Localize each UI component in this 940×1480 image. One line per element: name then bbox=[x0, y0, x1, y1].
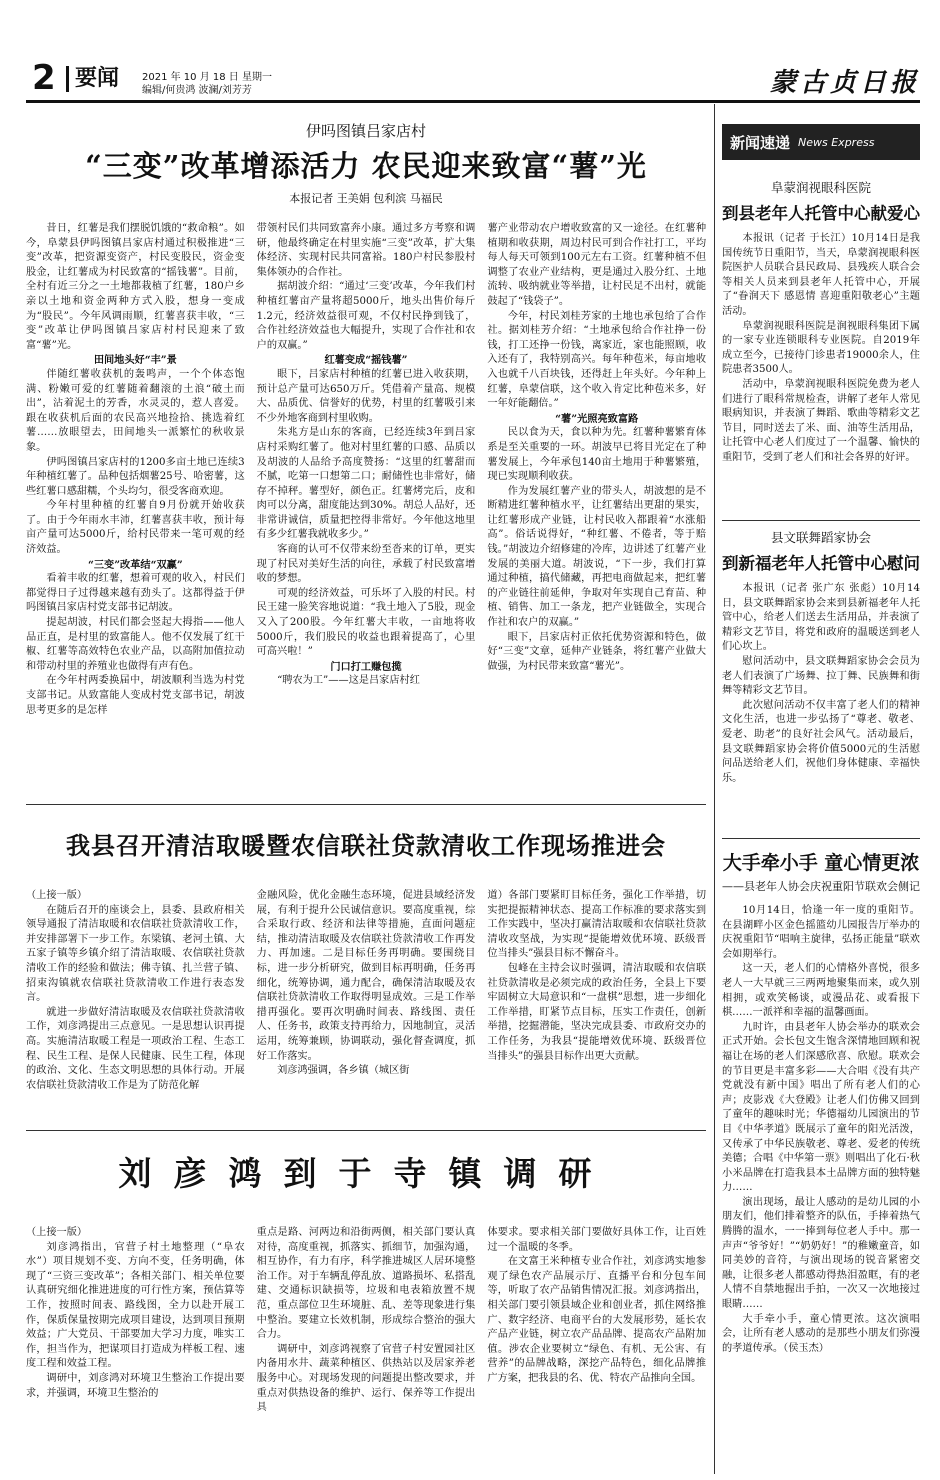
section-name: 要闻 bbox=[66, 66, 119, 92]
article1-byline: 本报记者 王美娟 包利滨 马福民 bbox=[289, 192, 443, 205]
divider bbox=[26, 1130, 706, 1131]
paragraph: 本报讯（记者 于长江）10月14日是我国传统节日重阳节，当天，阜蒙润视眼科医院医护人员联合县民政局、县残疾人联合会等相关人员来到县老年人托管中心，开展了“眷润天下 感恩情 喜迎重阳敬老心”主题活动。 bbox=[722, 233, 920, 317]
article2-col3 bbox=[487, 889, 706, 1184]
news2-body bbox=[722, 582, 920, 832]
article1-body bbox=[26, 222, 706, 882]
paragraph: 九时许，由县老年人协会举办的联欢会正式开始。会长包文生饱含深情地回顾和祝福让在场的老人们深感欣喜、欣慰。联欢会的节目更是丰富多彩——大合唱《没有共产党就没有新中国》唱出了所有老人们的心声；皮影戏《大登殿》让老人们仿佛又回到了童年的趣味时光；华德福幼儿园演出的节目《中华孝道》既展示了童年的阳光活泼，又传承了中华民族敬老、尊老、爱老的传统美德；合唱《中华第一票》则唱出了化石·秋小米品牌在打造我县本土品牌方面的独特魅力…… bbox=[722, 1021, 920, 1194]
article2-col2 bbox=[257, 889, 476, 1184]
paragraph: 朱兆方是山东的客商，已经连续3年到吕家店村采购红薯了。他对村里红薯的口感、品质以及胡波的人品给予高度赞扬：“这里的红薯甜而不腻，吃第一口想第二口；耐储性也非常好，储存不掉秤。薯型好，颜色正。红薯烤完后，皮和肉可以分离，甜度能达到30%。胡总人品好，还非常讲诚信，质量把控得非常好。今年他这地里有多少红薯我就收多少。” bbox=[256, 427, 476, 541]
paragraph: 今年，村民刘桂芳家的土地也承包给了合作社。据刘桂芳介绍：“土地承包给合作社挣一份钱，打工还挣一份钱，离家近，家也能照顾，收入还有了，我特别高兴。每年种苞米，每亩地收入也就千八百块钱，还得赶上年头好。今年种上红薯，阜蒙信联，这个收入肯定比种苞米多，好一年好能翻倍。” bbox=[487, 310, 707, 410]
subheading: 田间地头好“丰”景 bbox=[93, 354, 177, 367]
article3-title: 刘彦鸿到于寺镇调研 bbox=[118, 1154, 614, 1193]
article1-col2 bbox=[257, 222, 476, 882]
paragraph: 作为发展红薯产业的带头人，胡波想的是不断精进红薯种植水平，让红薯结出更甜的果实，让红薯形成产业链，让村民收入都跟着“水涨船高”。俗话说得好，“种红薯、不倦者，等于赔钱。”胡波边介绍修建的冷库，边讲述了红薯产业发展的美丽大道。胡波说，“下一步，我们打算通过种植，搞代储藏，再把电商做起来，把红薯的产业链往前延伸，争取对年实现自己育苗、种植、销售、加工一条龙，把产业链做全，实现合作社和农户的双赢。” bbox=[487, 485, 707, 629]
paragraph: 慰问活动中，县文联舞蹈家协会会员为老人们表演了广场舞、拉丁舞、民族舞和街舞等精彩文艺节目。 bbox=[722, 655, 920, 697]
paragraph: 眼下，吕家店村种植的红薯已进入收获期，预计总产量可达650万斤。凭借着产量高、规模大、品质优、信誉好的优势，村里的红薯吸引来不少外地客商到村里收购。 bbox=[256, 368, 476, 424]
page-number: 2 bbox=[32, 58, 56, 98]
paragraph: 大手牵小手，童心情更浓。这次演唱会，让所有老人感动的是那些小朋友们弥漫的孝道传承。（侯玉杰） bbox=[722, 1313, 920, 1354]
divider bbox=[26, 804, 706, 805]
paragraph: 刘彦鸿强调，各乡镇（城区街 bbox=[277, 1065, 410, 1077]
paragraph: （上接一版） bbox=[26, 890, 88, 901]
divider bbox=[722, 520, 920, 521]
subheading: 门口打工赚包揽 bbox=[330, 660, 402, 673]
article3-body bbox=[26, 1226, 706, 1474]
article2-title: 我县召开清洁取暖暨农信联社贷款清收工作现场推进会 bbox=[66, 831, 666, 860]
paragraph: 在今年村两委换届中，胡波顺利当选为村党支部书记。从致富能人变成村党支部书记，胡波思考更多的是怎样 bbox=[26, 675, 245, 716]
paragraph: 本报讯（记者 张广东 张彪）10月14日，县文联舞蹈家协会来到县新福老年人托管中心，给老人们送去生活用品，并表演了精彩文艺节目，将党和政府的温暖送到老人们心坎上。 bbox=[722, 583, 920, 653]
paragraph: 今年村里种植的红薯自9月份就开始收获了。由于今年雨水丰沛，红薯喜获丰收，预计每亩产量可达5000斤，给村民带来一笔可观的经济效益。 bbox=[26, 500, 245, 556]
paragraph: 这一天，老人们的心情格外喜悦，很多老人一大早就三三两两地聚集而来，或久别相拥，或欢笑畅谈，或漫品花、或看报下棋……一派祥和幸福的温馨画面。 bbox=[722, 963, 920, 1019]
banner-title: 新闻速递 bbox=[730, 133, 791, 152]
news3-subtitle: ——县老年人协会庆祝重阳节联欢会侧记 bbox=[722, 880, 920, 893]
paragraph: 客商的认可不仅带来纷至沓来的订单，更实现了村民对美好生活的向往，承载了村民致富增收的梦想。 bbox=[256, 544, 476, 585]
paragraph: 就进一步做好清洁取暖及农信联社贷款清收工作，刘彦鸿提出三点意见。一是思想认识再提高。实施清洁取暖工程是一项政治工程、生态工程、民生工程、是保人民健康、民生工程，体现的政治、文化、生态文明思想的具体行动。开展农信联社贷款清收工作是为了防范化解 bbox=[26, 1006, 245, 1091]
paragraph: 带领村民们共同致富奔小康。通过多方考察和调研，他最终确定在村里实施“三变”改革，扩大集体经济、实现村民共同富裕。180户村民参股村集体领办的合作社。 bbox=[256, 223, 476, 278]
article3-col3 bbox=[487, 1226, 706, 1474]
paragraph: 体要求。要求相关部门要做好具体工作，让百姓过一个温暖的冬季。 bbox=[487, 1227, 707, 1253]
paragraph: 刘彦鸿指出，官营子村土地整理（“阜农水”）项目规划不变、方向不变，任务明确，体现了“三资三变改革”；各相关部门、相关单位要认真研究细化推进进度的可行性方案，预估算等工作，按照时间表、路线图，全力以赴开展工作，保质保量按期完成项目建设，达到项目预期效益；广大党员、干部要加大学习力度，唯实工作，担当作为，把谋项目打造成为样板工程、速度工程和效益工程。 bbox=[26, 1241, 245, 1370]
paper-name-logo: 蒙古贞日报 bbox=[769, 68, 920, 98]
paragraph: 此次慰问活动不仅丰富了老人们的精神文化生活，也进一步弘扬了“尊老、敬老、爱老、助老”的良好社会风气。活动最后，县文联舞蹈家协会将价值5000元的生活慰问品送给老人们，祝他们身体健康、幸福快乐。 bbox=[722, 699, 920, 784]
column-divider bbox=[714, 104, 715, 1474]
paragraph: 调研中，刘彦鸿视察了官营子村安置园社区内备用水井、蔬菜种植区、供热站以及居家养老服务中心。对现场发现的问题提出整改要求，并重点对供热设备的维护、运行、保养等工作提出具 bbox=[256, 1343, 476, 1414]
paragraph: 演出现场，最让人感动的是幼儿园的小朋友们，他们排着整齐的队伍，手捧着热气腾腾的温水，一一捧到每位老人手中。那一声声“爷爷好！”“奶奶好！”的稚嫩童音，如同美妙的音符，与演出现场的锐音紧密交融，让很多老人都感动得热泪盈眶，有的老人情不自禁地握出手拍，一次又一次地接过眼睛…… bbox=[722, 1196, 920, 1311]
paragraph: （上接一版） bbox=[26, 1227, 88, 1238]
paragraph: 在文富王米种植专业合作社，刘彦鸿实地参观了绿色农产品展示厅、直播平台和分包车间等，听取了农产品销售情况汇报。刘彦鸿指出，相关部门要引领县域企业和创业者，抓住网络推广、数字经济、电商平台的大发展形势，延长农产品产业链，树立农产品品牌、提高农产品附加值。涉农企业要树立“绿色、有机、无公害、有营养”的品牌战略，深挖产品特色，细化品牌推广方案，把我县的名、优、特农产品推向全国。 bbox=[487, 1256, 707, 1384]
paragraph: 调研中，刘彦鸿对环境卫生整治工作提出要求，并强调，环境卫生整治的 bbox=[26, 1372, 245, 1399]
subheading: 红薯变成“摇钱薯” bbox=[324, 354, 408, 367]
paragraph: 活动中，阜蒙润视眼科医院免费为老人们进行了眼科常规检查，讲解了老年人常见眼病知识，并表演了舞蹈、歌曲等精彩文艺节目，同时送去了米、面、油等生活用品，让托管中心老人们度过了一个温馨、愉快的重阳节，受到了老人们和社会各界的好评。 bbox=[722, 378, 920, 463]
paragraph: 阜蒙润视眼科医院是润视眼科集团下属的一家专业连锁眼科专业医院。自2019年成立至今，已接待门诊患者19000余人，住院患者3500人。 bbox=[722, 320, 920, 376]
paragraph: 可观的经济效益，可乐坏了入股的村民。村民王建一脸笑容地说道：“我土地入了5股，现金又入了200股。今年红薯大丰收，一亩地将收5000斤，我们股民的收益也跟着提高了，心里可高兴啦！” bbox=[256, 587, 476, 658]
paragraph: 看着丰收的红薯，想着可观的收入，村民们都觉得日子过得越来越有劲头了。这都得益于伊吗图镇吕家店村党支部书记胡波。 bbox=[26, 573, 245, 614]
news2-title: 到新福老年人托管中心慰问 bbox=[722, 554, 920, 573]
masthead-rule bbox=[26, 100, 920, 103]
article1-kicker: 伊吗图镇吕家店村 bbox=[305, 122, 426, 140]
masthead bbox=[26, 60, 920, 100]
paragraph: 重点是路、河两边和沿街两侧，相关部门要认真对待，高度重视，抓落实、抓细节，加强沟通，相互协作，有力有序，科学推进城区人居环境整治工作。对于车辆乱停乱放、道路损坏、私搭乱建、交通标识缺损等，垃圾和电表箱放置不规范，重点部位卫生环境脏、乱、差等现象进行集中整治。要建立长效机制，形成综合整治的强大合力。 bbox=[256, 1227, 476, 1341]
article2-body bbox=[26, 889, 706, 1184]
paragraph: 伴随红薯收获机的轰鸣声，一个个体态饱满、粉嫩可爱的红薯随着翻滚的土浪“破土而出”，沾着泥土的芳香，水灵灵的，惹人喜爱。跟在收获机后面的农民高兴地捡拾、挑选着红薯……放眼望去，田间地头一派繁忙的秋收景象。 bbox=[26, 368, 245, 453]
article2-col1 bbox=[26, 889, 245, 1184]
paragraph: 金融风险，优化金融生态环境，促进县域经济发展，有利于提升公民诚信意识。要高度重视，综合采取行政、经济和法律等措施，直面问题症结，推动清洁取暖及农信联社贷款清收工作再发力、再加速。二是目标任务再明确。要围绕目标，进一步分析研究，做到目标再明确，任务再细化，统筹协调，通力配合，确保清洁取暖及农信联社贷款清收工作取得明显成效。三是工作举措再强化。要再次明确时间表、路线图、责任人、任务书，政策支持再给力，因地制宜，灵活运用，统筹兼顾，协调联动，强化督查调度，抓好工作落实。 bbox=[256, 890, 476, 1062]
paragraph: 道）各部门要紧盯目标任务，强化工作举措，切实把提振精神状态、提高工作标准的要求落实到工作实践中，坚决打赢清洁取暖和农信联社贷款清收攻坚战，为实现“提能增效优环境、跃级晋位当排头”强县目标不懈奋斗。 bbox=[487, 890, 707, 960]
banner-subtitle: News Express bbox=[798, 135, 875, 149]
main-area bbox=[26, 104, 706, 1474]
news1-title: 到县老年人托管中心献爱心 bbox=[722, 204, 920, 223]
subheading: “三变”改革结“双赢” bbox=[87, 558, 183, 571]
paragraph: 10月14日，恰逢一年一度的重阳节。在县湖畔小区金色摇篮幼儿园报告厅举办的庆祝重阳节“唱响主旋律，弘扬正能量”联欢会如期举行。 bbox=[722, 905, 920, 960]
issue-date: 2021 年 10 月 18 日 星期一 bbox=[142, 72, 272, 83]
paragraph: “聘农为工”——这是吕家店村红 bbox=[277, 675, 420, 687]
divider bbox=[722, 838, 920, 839]
article1-title: “三变”改革增添活力 农民迎来致富“薯”光 bbox=[85, 149, 647, 183]
news1-kicker: 阜蒙润视眼科医院 bbox=[770, 180, 871, 195]
paragraph: 薯产业带动农户增收致富的又一途径。在红薯种植期和收获期，周边村民可到合作社打工，平均每人每天可领到100元左右工资。红薯种植不但调整了农业产业结构，更是通过入股分红、土地流转、吸纳就业等举措，让村民足不出村，就能鼓起了“钱袋子”。 bbox=[487, 223, 707, 307]
paragraph: 昔日，红薯是我们摆脱饥饿的“救命粮”。如今，阜蒙县伊吗图镇吕家店村通过积极推进“三变”改革，把资源变资产，村民变股民，资金变股金，让红薯成为村民致富的“摇钱薯”。目前，全村有近三分之一土地都栽植了红薯，180户乡亲以土地和资金两种方式入股，想身一变成为“股民”。今年风调雨顺，红薯喜获丰收，“三变”改革让伊吗图镇吕家店村村民迎来了致富“薯”光。 bbox=[26, 223, 245, 351]
article1-col3 bbox=[487, 222, 706, 882]
article1-col1 bbox=[26, 222, 245, 882]
news-express-banner bbox=[722, 124, 920, 160]
subheading: “薯”光照亮致富路 bbox=[555, 412, 639, 425]
paragraph: 据胡波介绍：“通过‘三变’改革，今年我们村种植红薯亩产量将超5000斤，地头出售价每斤1.2元，经济效益很可观，不仅村民挣到钱了，合作社经济效益也大幅提升，实现了合作社和农户的双赢。” bbox=[256, 281, 476, 351]
news3-title: 大手牵小手 童心情更浓 bbox=[722, 852, 920, 874]
article3-col1 bbox=[26, 1226, 245, 1474]
paragraph: 眼下，吕家店村正依托优势资源和特色，做好“三变”文章，延伸产业链条，将红薯产业做大做强，为村民带来致富“薯光”。 bbox=[487, 631, 707, 672]
paragraph: 包峰在主持会议时强调，清洁取暖和农信联社贷款清收是必须完成的政治任务，全县上下要牢固树立大局意识和“一盘棋”思想，进一步细化工作举措，盯紧节点目标，压实工作责任，创新举措，挖掘潜能，坚决完成县委、市政府交办的工作任务，为我县“提能增效优环境、跃级晋位当排头”的强县目标作出更大贡献。 bbox=[487, 962, 707, 1062]
paragraph: 伊吗图镇吕家店村的1200多亩土地已连续3年种植红薯了。品种包括烟薯25号、哈密薯，这些红薯口感甜糯，个头均匀，很受客商欢迎。 bbox=[26, 456, 245, 497]
news1-body bbox=[722, 232, 920, 512]
editors: 编辑/何贵鸿 波澜/刘芳芳 bbox=[142, 85, 252, 96]
paragraph: 提起胡波，村民们都会竖起大拇指——他人品正直，是村里的致富能人。他不仅发展了红干椒、红薯等高效特色农业产品，以高附加值拉动和带动村里的养殖业也做得有声有色。 bbox=[26, 617, 245, 672]
news2-kicker: 县文联舞蹈家协会 bbox=[770, 530, 871, 545]
article3-col2 bbox=[257, 1226, 476, 1474]
paragraph: 民以食为天，食以种为先。红薯种薯繁育体系是至关重要的一环。胡波早已将目光定在了种薯发展上，今年承包140亩土地用于种薯繁殖，现已实现顺利收获。 bbox=[487, 427, 707, 483]
news3-body bbox=[722, 904, 920, 1469]
paragraph: 在随后召开的座谈会上，县委、县政府相关领导通报了清洁取暖和农信联社贷款清收工作，并安排部署下一步工作。东梁镇、老河土镇、大五家子镇等乡镇介绍了清洁取暖、农信联社贷款清收工作的经验和做法；佛寺镇、扎兰营子镇、招束沟镇就农信联社贷款清收工作进行表态发言。 bbox=[26, 904, 245, 1004]
sidebar bbox=[722, 104, 920, 1474]
